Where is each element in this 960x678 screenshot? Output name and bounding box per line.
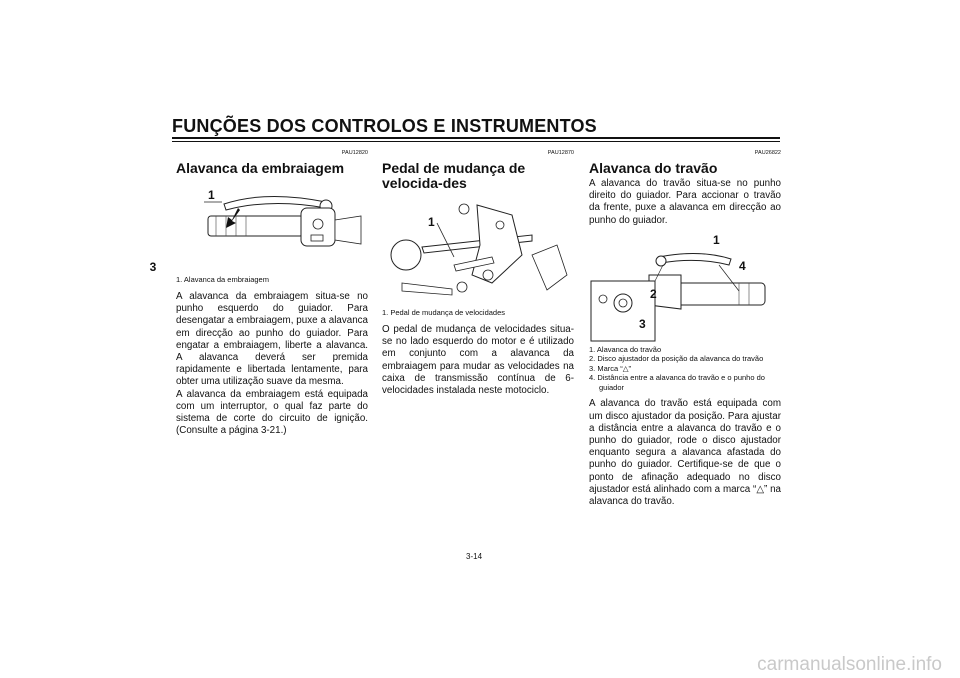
section-title: Pedal de mudança de velocida-des: [382, 160, 526, 191]
watermark: carmanualsonline.info: [757, 654, 942, 675]
shift-pedal-illustration: [382, 195, 574, 305]
section-title: Alavanca da embraiagem: [176, 160, 345, 176]
shift-pedal-body-paragraph: O pedal de mudança de velocidades situa-se no lado esquerdo do motor e é utilizado em conjunto com a alavanca da embraiagem para mudar as velocidades na caixa de transmissão contínua de 6-velocidades instalada neste motociclo.: [382, 324, 574, 397]
brake-body-paragraph: A alavanca do travão está equipada com um disco ajustador da posição. Para ajustar a distância entre a alavanca do travão e o punho do guiador, rode o disco ajustador enquanto segura a alavanca afastada do punho do guiador. Certifique-se de que o ponto de afinação adequado no disco ajustador está alinhado com a marca “△” na alavanca do travão.: [589, 398, 781, 507]
shift-pedal-section: [382, 148, 574, 397]
clutch-section: [176, 148, 368, 437]
reference-code: PAU12870: [547, 150, 574, 156]
brake-lever-figure: [589, 231, 781, 343]
caption-item: 3. Marca “△”: [589, 363, 632, 373]
clutch-lever-illustration: [176, 180, 368, 272]
section-title: Alavanca do travão: [589, 160, 718, 176]
header-rule: [172, 137, 780, 139]
reference-code: PAU26822: [754, 150, 781, 156]
shift-pedal-figure: [382, 195, 574, 305]
figure-callout-3: 3: [639, 316, 646, 331]
figure-caption: 1. Pedal de mudança de velocidades: [382, 308, 506, 317]
clutch-body-paragraph: A alavanca da embraiagem situa-se no punho esquerdo do guiador. Para desengatar a embraiagem, puxe a alavanca em direcção ao punho do guiador. Para engatar a embraiagem, liberte a alavanca. A alavanca deverá ser premida rapidamente e libertada lentamente, para obter uma utilização suave da mesma.: [176, 291, 368, 388]
reference-code: PAU12820: [341, 150, 368, 156]
figure-callout-4: 4: [739, 258, 746, 273]
figure-caption-list: [589, 345, 781, 393]
page-number: 3-14: [466, 552, 483, 561]
header-rule-thin: [172, 141, 780, 142]
clutch-body-paragraph-2: A alavanca da embraiagem está equipada com um interruptor, o qual faz parte do sistema de corte do circuito de ignição. (Consulte a página 3-21.): [176, 388, 368, 437]
figure-callout-2: 2: [650, 286, 657, 301]
caption-item: 1. Alavanca do travão: [589, 344, 662, 354]
chapter-number: 3: [149, 260, 157, 274]
caption-item: 4. Distância entre a alavanca do travão e o punho do guiador: [589, 373, 765, 392]
caption-item: 2. Disco ajustador da posição da alavanca do travão: [589, 354, 764, 364]
figure-caption: 1. Alavanca da embraiagem: [176, 275, 269, 284]
page-header-title: FUNÇÕES DOS CONTROLOS E INSTRUMENTOS: [172, 116, 597, 136]
clutch-lever-figure: [176, 180, 368, 272]
brake-lever-illustration: [589, 231, 781, 343]
figure-callout-1: 1: [208, 188, 215, 202]
brake-lever-section: [589, 148, 781, 508]
figure-callout-1: 1: [428, 215, 435, 229]
brake-intro-paragraph: A alavanca do travão situa-se no punho direito do guiador. Para accionar o travão da frente, puxe a alavanca em direcção ao punho do guiador.: [589, 178, 781, 226]
figure-callout-1: 1: [713, 232, 720, 247]
